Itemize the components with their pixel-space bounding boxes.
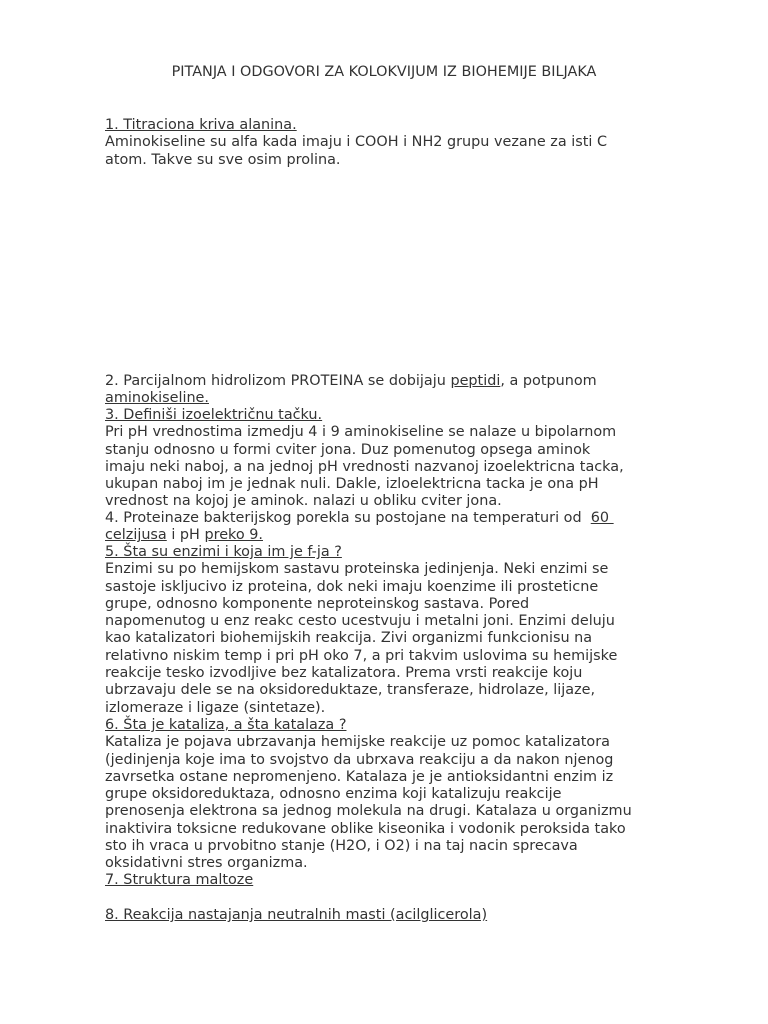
question-6-line: Kataliza je pojava ubrzavanja hemijske reakcije uz pomoc katalizatora bbox=[105, 734, 610, 751]
question-6-line: sto ih vraca u prvobitno stanje (H2O, i O2) i na taj nacin sprecava bbox=[105, 838, 578, 855]
question-2-line bbox=[105, 373, 705, 390]
question-6-line: oksidativni stres organizma. bbox=[105, 855, 308, 872]
document-title: PITANJA I ODGOVORI ZA KOLOKVIJUM IZ BIOHEMIJE BILJAKA bbox=[171, 64, 597, 80]
question-5-line: ubrzavaju dele se na oksidoreduktaze, transferaze, hidrolaze, lijaze, bbox=[105, 682, 596, 699]
question-3-line: Pri pH vrednostima izmedju 4 i 9 aminokiseline se nalaze u bipolarnom bbox=[105, 424, 617, 441]
peptidi-link[interactable]: peptidi bbox=[450, 373, 501, 389]
ph-link[interactable]: preko 9. bbox=[204, 527, 263, 544]
question-5-line: izlomeraze i ligaze (sintetaze). bbox=[105, 699, 326, 716]
question-8-heading: 8. Reakcija nastajanja neutralnih masti (acilglicerola) bbox=[105, 907, 488, 923]
question-4-text-a: 4. Proteinaze bakterijskog porekla su postojane na temperaturi od bbox=[105, 510, 591, 526]
question-3-line: imaju neki naboj, a na jednoj pH vrednosti nazvanoj izoelektricna tacka, bbox=[105, 458, 624, 475]
question-5-line: Enzimi su po hemijskom sastavu proteinska jedinjenja. Neki enzimi se bbox=[105, 561, 609, 578]
question-7-heading: 7. Struktura maltoze bbox=[105, 872, 254, 888]
question-4-text-b: i pH bbox=[166, 527, 205, 544]
question-5 bbox=[105, 544, 705, 717]
question-1 bbox=[105, 117, 705, 169]
question-2-text-a: 2. Parcijalnom hidrolizom PROTEINA se dobijaju bbox=[105, 373, 451, 389]
question-6-line: zavrsetka ostane nepromenjeno. Katalaza je je antioksidantni enzim iz bbox=[105, 768, 614, 785]
question-3-line: vrednost na kojoj je aminok. nalazi u obliku cviter jona. bbox=[105, 493, 502, 510]
question-5-line: kao katalizatori biohemijskih reakcija. Zivi organizmi funkcionisu na bbox=[105, 630, 593, 647]
question-5-line: reakcije tesko izvodljive bez katalizatora. Prema vrsti reakcije koju bbox=[105, 665, 583, 682]
temperature-link[interactable]: 60 bbox=[590, 510, 614, 526]
question-7 bbox=[105, 872, 705, 889]
question-5-line: napomenutog u enz reakc cesto ucestvuju i metalni joni. Enzimi deluju bbox=[105, 613, 615, 630]
question-4 bbox=[105, 510, 705, 545]
question-8 bbox=[105, 907, 705, 924]
question-3-line: ukupan naboj im je jednak nuli. Dakle, izloelektricna tacka je ona pH bbox=[105, 476, 599, 493]
question-3 bbox=[105, 407, 705, 511]
question-5-line: grupe, odnosno komponente neproteinskog sastava. Pored bbox=[105, 595, 530, 612]
question-1-line: Aminokiseline su alfa kada imaju i COOH i NH2 grupu vezane za isti C bbox=[105, 134, 607, 151]
question-4-line bbox=[105, 510, 705, 527]
question-5-line: relativno niskim temp i pri pH oko 7, a pri takvim uslovima su hemijske bbox=[105, 647, 618, 664]
question-3-line: stanju odnosno u formi cviter jona. Duz pomenutog opsega aminok bbox=[105, 441, 591, 458]
question-4-line bbox=[105, 527, 705, 544]
question-6-line: (jedinjenja koje ima to svojstvo da ubrxava reakciju a da nakon njenog bbox=[105, 751, 614, 768]
question-2-text-b: , a potpunom bbox=[500, 373, 597, 389]
question-5-line: sastoje iskljucivo iz proteina, dok neki imaju koenzime ili prosteticne bbox=[105, 578, 599, 595]
question-1-heading: 1. Titraciona kriva alanina. bbox=[105, 117, 297, 133]
question-5-heading: 5. Šta su enzimi i koja im je f-ja ? bbox=[105, 544, 342, 560]
question-6-heading: 6. Šta je kataliza, a šta katalaza ? bbox=[105, 717, 347, 733]
question-2 bbox=[105, 373, 705, 408]
question-3-heading: 3. Definiši izoelektričnu tačku. bbox=[105, 407, 323, 423]
celzijusa-link[interactable]: celzijusa bbox=[105, 527, 167, 544]
question-6-line: grupe oksidoreduktaza, odnosno enzima koji katalizuju reakcije bbox=[105, 786, 562, 803]
aminokiseline-link[interactable]: aminokiseline. bbox=[105, 390, 209, 407]
question-1-line: atom. Takve su sve osim prolina. bbox=[105, 151, 341, 168]
question-6 bbox=[105, 717, 705, 873]
question-6-line: inaktivira toksicne redukovane oblike kiseonika i vodonik peroksida tako bbox=[105, 820, 626, 837]
question-6-line: prenosenja elektrona sa jednog molekula na drugi. Katalaza u organizmu bbox=[105, 803, 632, 820]
